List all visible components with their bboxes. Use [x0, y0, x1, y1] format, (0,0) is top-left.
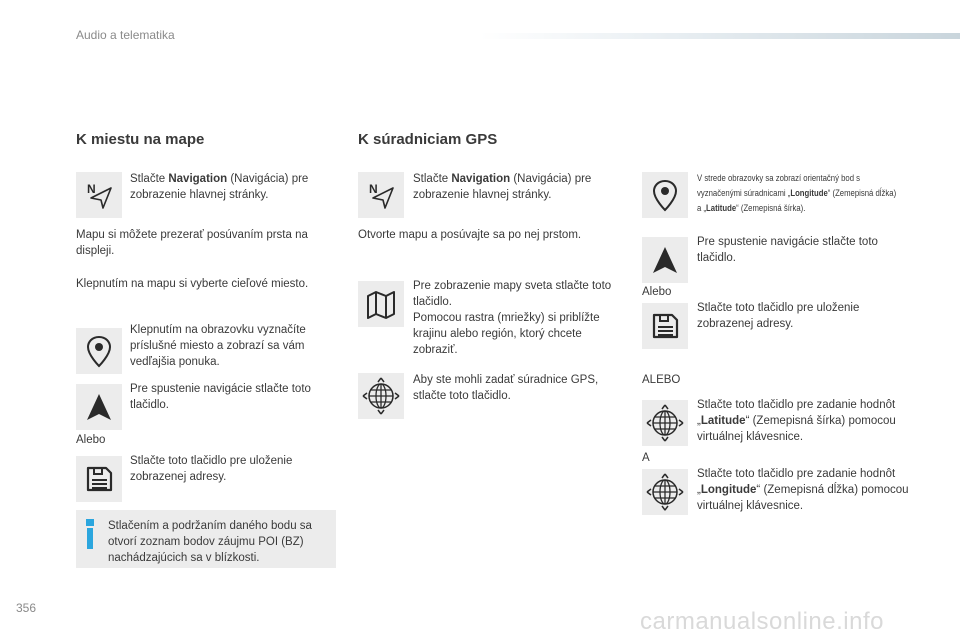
section-title-map: K miestu na mape	[76, 131, 205, 148]
save-text-right: Stlačte toto tlačidlo pre uloženie zobrazenej adresy.	[697, 302, 860, 330]
navigation-button[interactable]	[76, 172, 122, 218]
longitude-input-button[interactable]	[642, 469, 688, 515]
navigation-arrow-icon	[81, 389, 117, 425]
start-nav-text-right: Pre spustenie navigácie stlačte toto tlačidlo.	[697, 236, 878, 264]
svg-text:N: N	[369, 182, 378, 196]
or-label-left: Alebo	[76, 434, 106, 446]
svg-text:N: N	[87, 182, 96, 196]
gps-text: Aby ste mohli zadať súradnice GPS, stlačte toto tlačidlo.	[413, 374, 599, 402]
location-pin-icon	[647, 177, 683, 213]
section-title-gps: K súradniciam GPS	[358, 131, 498, 148]
save-address-button-right[interactable]	[642, 303, 688, 349]
save-icon	[81, 461, 117, 497]
pan-text: Mapu si môžete prezerať posúvaním prsta na displeji.	[76, 229, 308, 257]
tap-text: Klepnutím na mapu si vyberte cieľové miesto.	[76, 278, 309, 290]
header-bar	[480, 33, 960, 39]
open-map-text: Otvorte mapu a posúvajte sa po nej prstom.	[358, 229, 582, 241]
and-label: A	[642, 452, 650, 464]
start-navigation-button-right[interactable]	[642, 237, 688, 283]
navigation-icon	[361, 175, 401, 215]
location-marker-button-right[interactable]	[642, 172, 688, 218]
marker-text: Klepnutím na obrazovku vyznačíte príslušné miesto a zobrazí sa vám vedľajšia ponuka.	[130, 324, 306, 368]
nav-instruction-middle: Stlačte Navigation (Navigácia) pre zobrazenie hlavnej stránky.	[413, 173, 592, 201]
globe-icon	[361, 376, 401, 416]
watermark: carmanualsonline.info	[640, 608, 884, 635]
marker-coordinates-text: V strede obrazovky sa zobrazí orientačný bod s vyznačenými súradnicami „Longitude“ (Zemepisná dĺžka) a „Latitude“ (Zemepisná šírka).	[697, 173, 897, 213]
header-label: Audio a telematika	[76, 28, 175, 42]
longitude-text: Stlačte toto tlačidlo pre zadanie hodnôt „Longitude“ (Zemepisná dĺžka) pomocou virtuálnej klávesnice.	[697, 468, 909, 512]
save-icon	[647, 308, 683, 344]
navigation-arrow-icon	[647, 242, 683, 278]
save-text-left: Stlačte toto tlačidlo pre uloženie zobrazenej adresy.	[130, 455, 293, 483]
world-map-text: Pre zobrazenie mapy sveta stlačte toto tlačidlo. Pomocou rastra (mriežky) si priblížte krajinu alebo región, ktorý chcete zobraziť.	[413, 280, 612, 356]
navigation-icon	[79, 175, 119, 215]
info-icon	[86, 519, 94, 547]
gps-coordinates-button[interactable]	[358, 373, 404, 419]
info-text: Stlačením a podržaním daného bodu sa otvorí zoznam bodov záujmu POI (BZ) nachádzajúcich sa v blízkosti.	[108, 520, 312, 564]
globe-icon	[645, 472, 685, 512]
latitude-text: Stlačte toto tlačidlo pre zadanie hodnôt „Latitude“ (Zemepisná šírka) pomocou virtuálnej klávesnice.	[697, 399, 896, 443]
location-pin-icon	[81, 333, 117, 369]
start-navigation-button[interactable]	[76, 384, 122, 430]
globe-icon	[645, 403, 685, 443]
navigation-button-gps[interactable]	[358, 172, 404, 218]
start-nav-text-left: Pre spustenie navigácie stlačte toto tlačidlo.	[130, 383, 311, 411]
or-label-right: Alebo	[642, 286, 672, 298]
save-address-button[interactable]	[76, 456, 122, 502]
world-map-button[interactable]	[358, 281, 404, 327]
map-icon	[363, 286, 399, 322]
location-marker-button[interactable]	[76, 328, 122, 374]
or-caps-label: ALEBO	[642, 374, 681, 386]
latitude-input-button[interactable]	[642, 400, 688, 446]
nav-instruction-left: Stlačte Navigation (Navigácia) pre zobrazenie hlavnej stránky.	[130, 173, 309, 201]
page-number: 356	[16, 601, 37, 615]
